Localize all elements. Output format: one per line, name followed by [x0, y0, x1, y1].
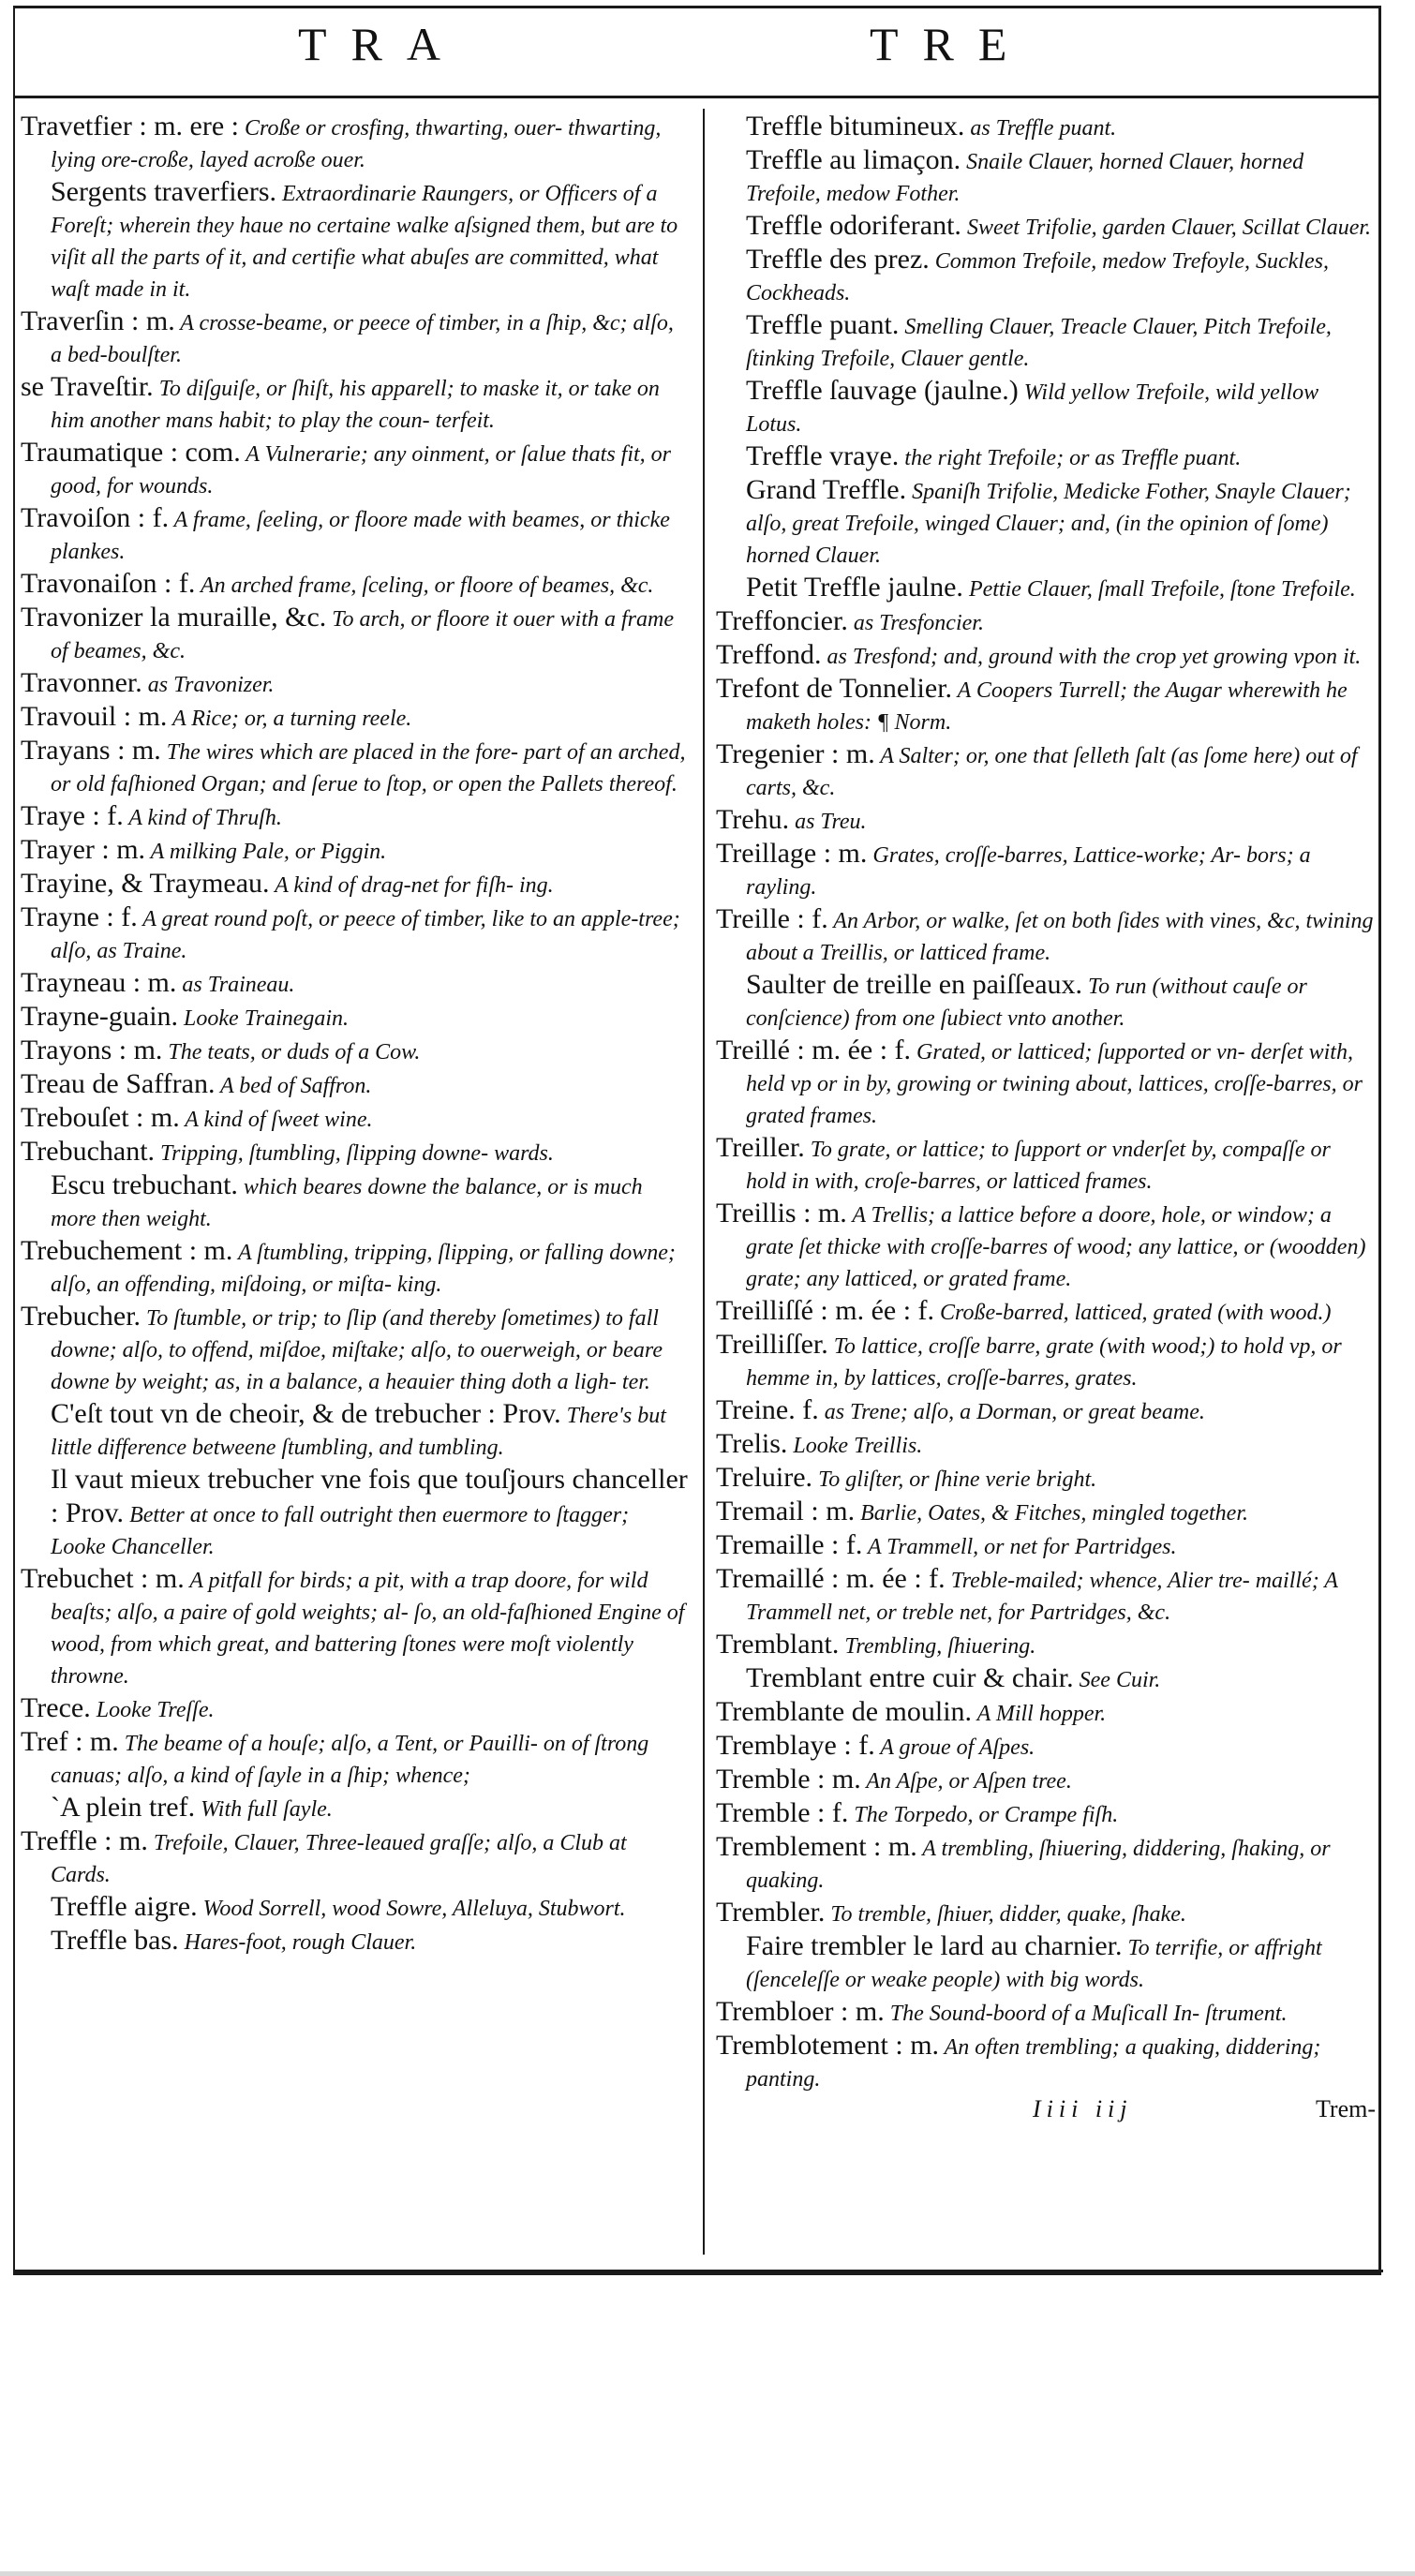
headword: Travoiſon : f.: [21, 502, 170, 533]
headword: Treffle au limaçon.: [746, 144, 961, 175]
dictionary-entry: [21, 1035, 688, 1068]
headword: Treilliſſer.: [716, 1329, 828, 1360]
headword: Tremblement : m.: [716, 1831, 917, 1862]
definition: The Torpedo, or Crampe fiſh.: [848, 1803, 1119, 1827]
headword: Trebuchement : m.: [21, 1235, 233, 1266]
signature-mark: Iiii iij: [1033, 2095, 1133, 2122]
dictionary-entry: [716, 111, 1376, 144]
dictionary-entry: [21, 1068, 688, 1102]
dictionary-entry: [716, 572, 1376, 605]
dictionary-entry: [716, 1730, 1376, 1764]
definition: A kind of drag-net for fiſh- ing.: [269, 873, 554, 898]
headword: Treine. f.: [716, 1394, 819, 1425]
headword: Treiller.: [716, 1132, 805, 1163]
headword: Trayine, & Traymeau.: [21, 868, 270, 899]
headword: Treffoncier.: [716, 605, 848, 636]
headword: Faire trembler le lard au charnier.: [746, 1930, 1123, 1961]
definition: Treble-mailed; whence, Alier tre- maillé; A Trammell net, or treble net, for Partridges, &c.: [746, 1569, 1338, 1625]
dictionary-entry: [21, 111, 688, 176]
definition: To ſtumble, or trip; to ſlip (and thereby ſometimes) to fall downe; alſo, to offend, miſdoe, miſtake; alſo, to ouerweigh, or beare downe by weight; as, in a balance, a heauier thing doth a ligh- ter.: [51, 1306, 663, 1394]
definition: as Treffle puant.: [964, 116, 1117, 141]
definition: A Rice; or, a turning reele.: [167, 707, 412, 731]
running-head-left: TRA: [298, 18, 465, 70]
dictionary-entry: [21, 701, 688, 735]
dictionary-entry: [21, 305, 688, 371]
headword: Tremble : m.: [716, 1764, 861, 1794]
dictionary-entry: [716, 309, 1376, 375]
headword: Il vaut mieux trebucher vne fois que touſjours chanceller : Prov.: [51, 1464, 688, 1528]
headword: Trebouſet : m.: [21, 1102, 180, 1133]
dictionary-entry: [21, 800, 688, 834]
headword: Tremblant.: [716, 1629, 840, 1660]
dictionary-entry: [716, 1696, 1376, 1730]
dictionary-entry: [21, 602, 688, 667]
dictionary-entry: [716, 1629, 1376, 1662]
definition: An arched frame, ſceling, or floore of beames, &c.: [195, 573, 654, 598]
definition: Extraordinarie Raungers, or Officers of a Foreſt; wherein they haue no certaine walke aſsigned them, but are to viſit all the parts of it, and certifie what abuſes are committed, what waſt made in it.: [51, 182, 678, 302]
dictionary-entry: [716, 1529, 1376, 1563]
dictionary-entry: [21, 1102, 688, 1136]
dictionary-entry: [716, 903, 1376, 969]
definition: A Salter; or, one that ſelleth ſalt (as ſome here) out of carts, &c.: [746, 744, 1358, 800]
dictionary-entry: [21, 1398, 688, 1464]
definition: Hares-foot, rough Clauer.: [178, 1930, 417, 1955]
headword: Trembloer : m.: [716, 1996, 885, 2027]
dictionary-entry: [21, 1001, 688, 1035]
headword: Tregenier : m.: [716, 738, 875, 769]
headword: Petit Treffle jaulne.: [746, 572, 963, 603]
definition: Grates, croſſe-barres, Lattice-worke; Ar- bors; a rayling.: [746, 843, 1311, 900]
dictionary-entry: [21, 868, 688, 901]
dictionary-entry: [716, 1462, 1376, 1496]
headword: Tremaille : f.: [716, 1529, 863, 1560]
headword: Traye : f.: [21, 800, 124, 831]
headword: Sergents traverfiers.: [51, 176, 277, 207]
dictionary-entry: [716, 1428, 1376, 1462]
dictionary-entry: [21, 1563, 688, 1692]
definition: A Vulnerarie; any oinment, or ſalue thats fit, or good, for wounds.: [51, 442, 672, 499]
definition: Wild yellow Trefoile, wild yellow Lotus.: [746, 380, 1319, 437]
headword: se Traveſtir.: [21, 371, 154, 402]
headword: Tremblaye : f.: [716, 1730, 875, 1761]
definition: There's but little difference betweene ſtumbling, and tumbling.: [51, 1404, 666, 1460]
headword: Travonner.: [21, 667, 142, 698]
dictionary-entry: [21, 1235, 688, 1301]
dictionary-entry: [716, 1295, 1376, 1329]
definition: To diſguiſe, or ſhiſt, his apparell; to maske it, or take on him another mans habit; to play the coun- terfeit.: [51, 377, 660, 433]
dictionary-entry: [21, 371, 688, 437]
headword: Treffle odoriferant.: [746, 210, 961, 241]
definition: A milking Pale, or Piggin.: [145, 840, 387, 864]
dictionary-entry: [21, 1825, 688, 1891]
dictionary-entry: [21, 834, 688, 868]
definition: A frame, ſeeling, or floore made with beames, or thicke plankes.: [51, 508, 670, 564]
definition: as Trene; alſo, a Dorman, or great beame.: [818, 1400, 1205, 1424]
headword: Trece.: [21, 1692, 91, 1723]
headword: Trayne : f.: [21, 901, 138, 932]
headword: Trayer : m.: [21, 834, 146, 865]
dictionary-entry: [21, 735, 688, 800]
dictionary-entry: [716, 440, 1376, 474]
headword: Tremaillé : m. ée : f.: [716, 1563, 946, 1594]
dictionary-entry: [716, 804, 1376, 838]
definition: To terrifie, or affright (ſenceleſſe or weake people) with big words.: [746, 1936, 1322, 1992]
headword: Tref : m.: [21, 1726, 119, 1757]
headword: Tremblant entre cuir & chair.: [746, 1662, 1074, 1693]
dictionary-entry: [21, 1925, 688, 1958]
definition: A Trellis; a lattice before a doore, hole, or window; a grate ſet thicke with croſſe-barres of wood; any lattice, or (woodden) grate; any latticed, or grated frame.: [746, 1203, 1366, 1291]
definition: Trembling, ſhiuering.: [839, 1634, 1036, 1659]
dictionary-entry: [716, 1996, 1376, 2030]
dictionary-entry: [21, 1792, 688, 1825]
dictionary-entry: [716, 1035, 1376, 1132]
definition: as Travonizer.: [142, 673, 275, 697]
definition: Looke Treſſe.: [90, 1698, 215, 1722]
definition: An often trembling; a quaking, diddering; panting.: [746, 2035, 1321, 2092]
definition: Looke Treillis.: [787, 1434, 923, 1458]
headword: Treffle aigre.: [51, 1891, 198, 1922]
definition: the right Trefoile; or as Treffle puant.: [899, 446, 1242, 470]
headword: Treluire.: [716, 1462, 813, 1493]
definition: as Traineau.: [176, 973, 295, 997]
dictionary-entry: [21, 502, 688, 568]
dictionary-entry: [716, 639, 1376, 673]
headword: Treffle vraye.: [746, 440, 900, 471]
dictionary-entry: [21, 1692, 688, 1726]
definition: To arch, or floore it ouer with a frame of beames, &c.: [51, 607, 674, 663]
definition: The Sound-boord of a Muſicall In- ſtrument.: [884, 2002, 1288, 2026]
headword: Treilliſſé : m. ée : f.: [716, 1295, 935, 1326]
headword: Travonaiſon : f.: [21, 568, 196, 599]
dictionary-entry: [716, 1662, 1376, 1696]
definition: A ſtumbling, tripping, ſlipping, or falling downe; alſo, an offending, miſdoing, or miſta- king.: [51, 1241, 676, 1297]
headword: Trayne-guain.: [21, 1001, 179, 1032]
headword: Trehu.: [716, 804, 790, 835]
definition: A great round poſt, or peece of timber, like to an apple-tree; alſo, as Traine.: [51, 907, 680, 963]
dictionary-entry: [21, 667, 688, 701]
definition: as Treu.: [789, 810, 867, 834]
definition: A Trammell, or net for Partridges.: [862, 1535, 1177, 1559]
definition: Spaniſh Trifolie, Medicke Fother, Snayle Clauer; alſo, great Trefoile, winged Clauer; and, (in the opinion of ſome) horned Clauer.: [746, 480, 1351, 568]
definition: To run (without cauſe or conſcience) from one ſubiect vnto another.: [746, 975, 1307, 1031]
definition: Smelling Clauer, Treacle Clauer, Pitch Trefoile, ſtinking Trefoile, Clauer gentle.: [746, 315, 1332, 371]
definition: Croße or crosfing, thwarting, ouer- thwarting, lying ore-croße, layed acroße ouer.: [51, 116, 662, 172]
left-column: [21, 111, 688, 1958]
dictionary-entry: [716, 1394, 1376, 1428]
dictionary-entry: [716, 838, 1376, 903]
dictionary-entry: [21, 568, 688, 602]
headword: C'eſt tout vn de cheoir, & de trebucher : Prov.: [51, 1398, 561, 1429]
definition: A crosse-beame, or peece of timber, in a ſhip, &c; alſo, a bed-boulſter.: [51, 311, 674, 367]
bottom-rule: [13, 2270, 1383, 2272]
dictionary-entry: [716, 210, 1376, 244]
dictionary-entry: [21, 901, 688, 967]
column-rule: [703, 109, 705, 2255]
dictionary-entry: [716, 605, 1376, 639]
dictionary-entry: [716, 1764, 1376, 1797]
definition: To lattice, croſſe barre, grate (with wood;) to hold vp, or hemme in, by lattices, croſſe-barres, grates.: [746, 1334, 1342, 1391]
dictionary-entry: [716, 1797, 1376, 1831]
definition: A trembling, ſhiuering, diddering, ſhaking, or quaking.: [746, 1837, 1331, 1893]
headword: `A plein tref.: [51, 1792, 196, 1823]
definition: Sweet Trifolie, garden Clauer, Scillat Clauer.: [961, 216, 1372, 240]
definition: The teats, or duds of a Cow.: [162, 1040, 421, 1065]
headword: Tremblante de moulin.: [716, 1696, 973, 1727]
definition: A Coopers Turrell; the Augar wherewith he maketh holes: ¶ Norm.: [746, 678, 1348, 735]
dictionary-entry: [21, 1169, 688, 1235]
headword: Treillis : m.: [716, 1198, 847, 1228]
headword: Trayans : m.: [21, 735, 161, 766]
headword: Tremblotement : m.: [716, 2030, 940, 2061]
dictionary-entry: [21, 1464, 688, 1563]
definition: The wires which are placed in the fore- part of an arched, or old faſhioned Organ; and ſerue to ſtop, or open the Pallets thereof.: [51, 740, 686, 797]
headword: Treille : f.: [716, 903, 828, 934]
definition: To gliſter, or ſhine verie bright.: [812, 1467, 1097, 1492]
dictionary-entry: [21, 176, 688, 305]
headword: Tremail : m.: [716, 1496, 856, 1526]
right-column: [716, 111, 1376, 2133]
definition: A Mill hopper.: [972, 1702, 1107, 1726]
dictionary-entry: [21, 437, 688, 502]
dictionary-entry: [716, 144, 1376, 210]
definition: Pettie Clauer, ſmall Trefoile, ſtone Trefoile.: [962, 577, 1356, 602]
definition: Tripping, ſtumbling, ſlipping downe- wards.: [155, 1141, 554, 1166]
headword: Trebuchant.: [21, 1136, 156, 1167]
definition: A bed of Saffron.: [215, 1074, 372, 1098]
dictionary-entry: [716, 1930, 1376, 1996]
headword: Treillage : m.: [716, 838, 868, 869]
dictionary-entry: [716, 1563, 1376, 1629]
definition: An Aſpe, or Aſpen tree.: [860, 1769, 1072, 1794]
definition: A groue of Aſpes.: [874, 1735, 1035, 1760]
headword: Travouil : m.: [21, 701, 168, 732]
dictionary-entry: [716, 1897, 1376, 1930]
headword: Trembler.: [716, 1897, 826, 1928]
definition: Wood Sorrell, wood Sowre, Alleluya, Stubwort.: [197, 1897, 626, 1921]
definition: Snaile Clauer, horned Clauer, horned Trefoile, medow Fother.: [746, 150, 1304, 206]
headword: Trebucher.: [21, 1301, 142, 1332]
headword: Travonizer la muraille, &c.: [21, 602, 327, 633]
definition: See Cuir.: [1073, 1668, 1161, 1692]
headword: Grand Treffle.: [746, 474, 907, 505]
catchword: Trem-: [1315, 2095, 1376, 2122]
dictionary-entry: [21, 1301, 688, 1398]
definition: With full ſayle.: [195, 1797, 333, 1822]
dictionary-entry: [21, 1891, 688, 1925]
dictionary-entry: [716, 1831, 1376, 1897]
headword: Treffle : m.: [21, 1825, 148, 1856]
dictionary-entry: [21, 1136, 688, 1169]
headword: Traumatique : com.: [21, 437, 241, 468]
headword: Treau de Saffran.: [21, 1068, 216, 1099]
running-head-right: TRE: [870, 18, 1032, 70]
dictionary-entry: [716, 673, 1376, 738]
headword: Trayons : m.: [21, 1035, 163, 1065]
definition: To tremble, ſhiuer, didder, quake, ſhake.: [825, 1902, 1186, 1927]
scan-edge: [0, 2571, 1415, 2576]
headword: Treillé : m. ée : f.: [716, 1035, 912, 1065]
dictionary-entry: [716, 738, 1376, 804]
headword: Tremble : f.: [716, 1797, 849, 1828]
headword: Saulter de treille en paiſſeaux.: [746, 969, 1083, 1000]
headword: Trefont de Tonnelier.: [716, 673, 953, 704]
headword: Trelis.: [716, 1428, 788, 1459]
definition: as Tresfoncier.: [847, 611, 984, 635]
headword: Trebuchet : m.: [21, 1563, 185, 1594]
header-rule: [13, 96, 1381, 98]
dictionary-entry: [716, 474, 1376, 572]
dictionary-entry: [716, 2030, 1376, 2095]
dictionary-entry: [716, 969, 1376, 1035]
dictionary-entry: [21, 967, 688, 1001]
definition: A kind of ſweet wine.: [179, 1108, 373, 1132]
definition: which beares downe the balance, or is much more then weight.: [51, 1175, 643, 1231]
dictionary-entry: [716, 1329, 1376, 1394]
dictionary-entry: [716, 1496, 1376, 1529]
definition: Trefoile, Clauer, Three-leaued graſſe; alſo, a Club at Cards.: [51, 1831, 627, 1887]
definition: The beame of a houſe; alſo, a Tent, or Pauilli- on of ſtrong canuas; alſo, a kind of ſayle in a ſhip; whence;: [51, 1732, 649, 1788]
definition: as Tresfond; and, ground with the crop yet growing vpon it.: [821, 645, 1362, 669]
headword: Trayneau : m.: [21, 967, 177, 998]
definition: An Arbor, or walke, ſet on both ſides with vines, &c, twining about a Treillis, or latticed frame.: [746, 909, 1374, 965]
definition: Common Trefoile, medow Trefoyle, Suckles, Cockheads.: [746, 249, 1329, 305]
headword: Treffle bas.: [51, 1925, 179, 1956]
definition: Better at once to fall outright then euermore to ſtagger; Looke Chanceller.: [51, 1503, 630, 1559]
dictionary-entry: [21, 1726, 688, 1792]
headword: Escu trebuchant.: [51, 1169, 238, 1200]
headword: Treffle ſauvage (jaulne.): [746, 375, 1019, 406]
dictionary-entry: [716, 1198, 1376, 1295]
definition: A pitfall for birds; a pit, with a trap doore, for wild beaſts; alſo, a paire of gold weights; al- ſo, an old-faſhioned Engine of wood, from which great, and battering ſtones were moſt violently throwne.: [51, 1569, 685, 1689]
dictionary-entry: [716, 1132, 1376, 1198]
dictionary-entry: [716, 244, 1376, 309]
headword: Treffle puant.: [746, 309, 900, 340]
definition: Barlie, Oates, & Fitches, mingled together.: [855, 1501, 1249, 1526]
headword: Travetfier : m. ere :: [21, 111, 239, 141]
headword: Traverſin : m.: [21, 305, 175, 336]
headword: Treffle bitumineux.: [746, 111, 965, 141]
definition: A kind of Thruſh.: [123, 806, 282, 830]
headword: Treffond.: [716, 639, 822, 670]
dictionary-entry: [716, 375, 1376, 440]
headword: Treffle des prez.: [746, 244, 930, 275]
page-footer: [716, 2095, 1376, 2133]
definition: Looke Trainegain.: [178, 1006, 350, 1031]
definition: To grate, or lattice; to ſupport or vnderſet by, compaſſe or hold in with, croſe-barres, or latticed frames.: [746, 1138, 1331, 1194]
definition: Grated, or latticed; ſupported or vn- derſet with, held vp or in by, growing or twining about, lattices, croſſe-barres, or grated frames.: [746, 1040, 1363, 1128]
definition: Croße-barred, latticed, grated (with wood.): [934, 1301, 1332, 1325]
